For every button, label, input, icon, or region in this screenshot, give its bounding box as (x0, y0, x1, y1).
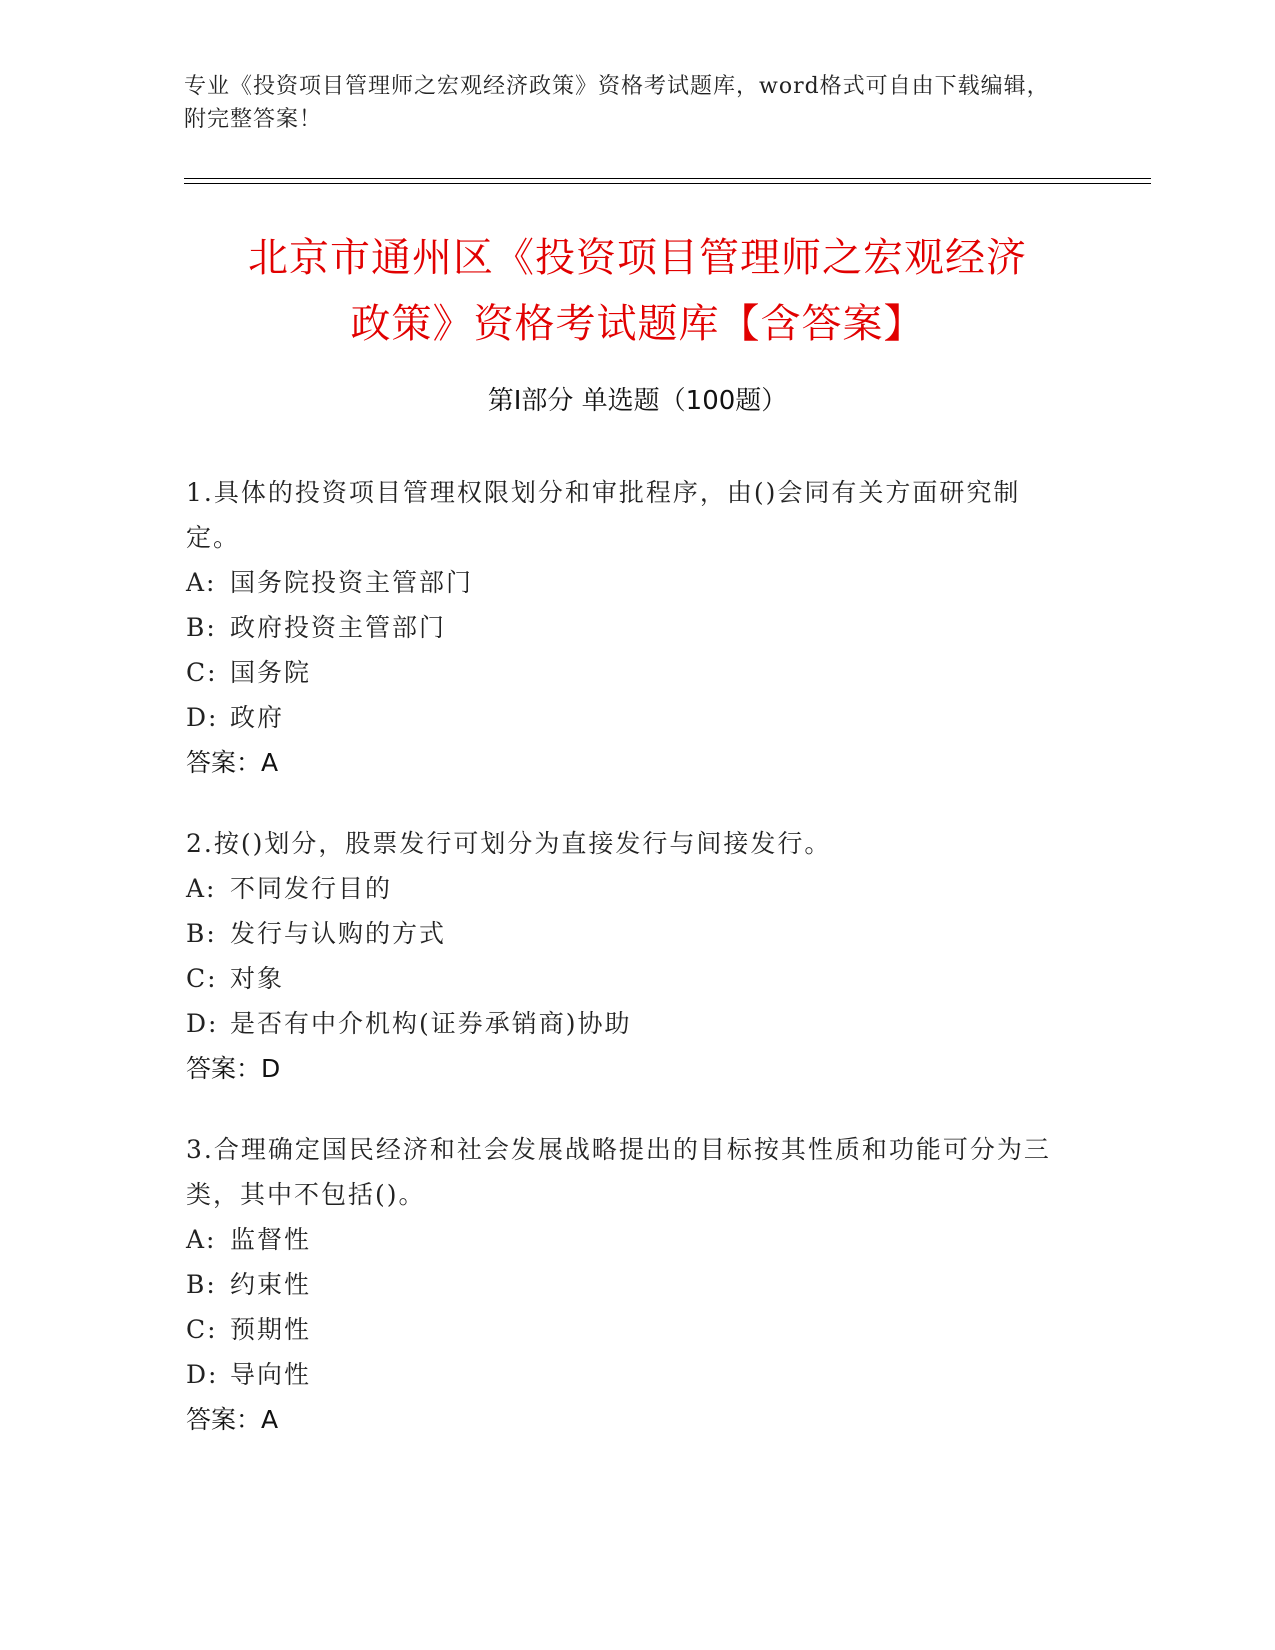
question-text: 2.按()划分，股票发行可划分为直接发行与间接发行。 (186, 829, 832, 858)
title-line-2: 政策》资格考试题库【含答案】 (350, 301, 925, 347)
section-heading: 第Ⅰ部分 单选题（100题） (487, 386, 788, 416)
question-item (186, 1127, 1066, 1442)
option-text: 导向性 (230, 1360, 312, 1389)
option-text: 国务院 (230, 658, 312, 687)
question-text: 3.合理确定国民经济和社会发展战略提出的目标按其性质和功能可分为三类，其中不包括()。 (186, 1135, 1051, 1209)
option-text: 预期性 (230, 1315, 312, 1344)
question-item (186, 470, 1066, 785)
header-divider-secondary (184, 183, 1151, 184)
option-b (186, 911, 1066, 956)
header-note: 专业《投资项目管理师之宏观经济政策》资格考试题库，word格式可自由下载编辑，附完整答案！ (184, 74, 1050, 132)
option-text: 对象 (230, 964, 285, 993)
option-key: A: (186, 568, 217, 597)
option-text: 约束性 (230, 1270, 312, 1299)
answer-line: 答案：D (186, 1054, 281, 1083)
option-text: 国务院投资主管部门 (230, 568, 474, 597)
option-key: D: (186, 1360, 219, 1389)
option-key: B: (186, 919, 217, 948)
title-line-1: 北京市通州区《投资项目管理师之宏观经济 (248, 235, 1027, 281)
option-key: D: (186, 703, 219, 732)
option-d (186, 695, 1066, 740)
option-a (186, 560, 1066, 605)
option-b (186, 1262, 1066, 1307)
option-key: C: (186, 1315, 218, 1344)
answer-line: 答案：A (186, 1405, 279, 1434)
option-key: B: (186, 1270, 217, 1299)
option-c (186, 650, 1066, 695)
option-c (186, 1307, 1066, 1352)
option-key: A: (186, 1225, 217, 1254)
option-key: B: (186, 613, 217, 642)
option-text: 监督性 (230, 1225, 312, 1254)
document-title (150, 225, 1125, 357)
option-d (186, 1352, 1066, 1397)
option-text: 政府 (230, 703, 285, 732)
answer-line: 答案：A (186, 748, 279, 777)
question-text: 1.具体的投资项目管理权限划分和审批程序，由()会同有关方面研究制定。 (186, 478, 1021, 552)
option-d (186, 1001, 1066, 1046)
option-text: 政府投资主管部门 (230, 613, 447, 642)
question-item (186, 821, 1066, 1091)
option-key: C: (186, 964, 218, 993)
option-text: 是否有中介机构(证券承销商)协助 (230, 1009, 632, 1038)
question-list (186, 470, 1066, 1478)
option-c (186, 956, 1066, 1001)
option-a (186, 866, 1066, 911)
option-key: D: (186, 1009, 219, 1038)
option-key: C: (186, 658, 218, 687)
option-a (186, 1217, 1066, 1262)
option-b (186, 605, 1066, 650)
option-key: A: (186, 874, 217, 903)
option-text: 发行与认购的方式 (230, 919, 447, 948)
header-divider (184, 178, 1151, 179)
option-text: 不同发行目的 (230, 874, 393, 903)
